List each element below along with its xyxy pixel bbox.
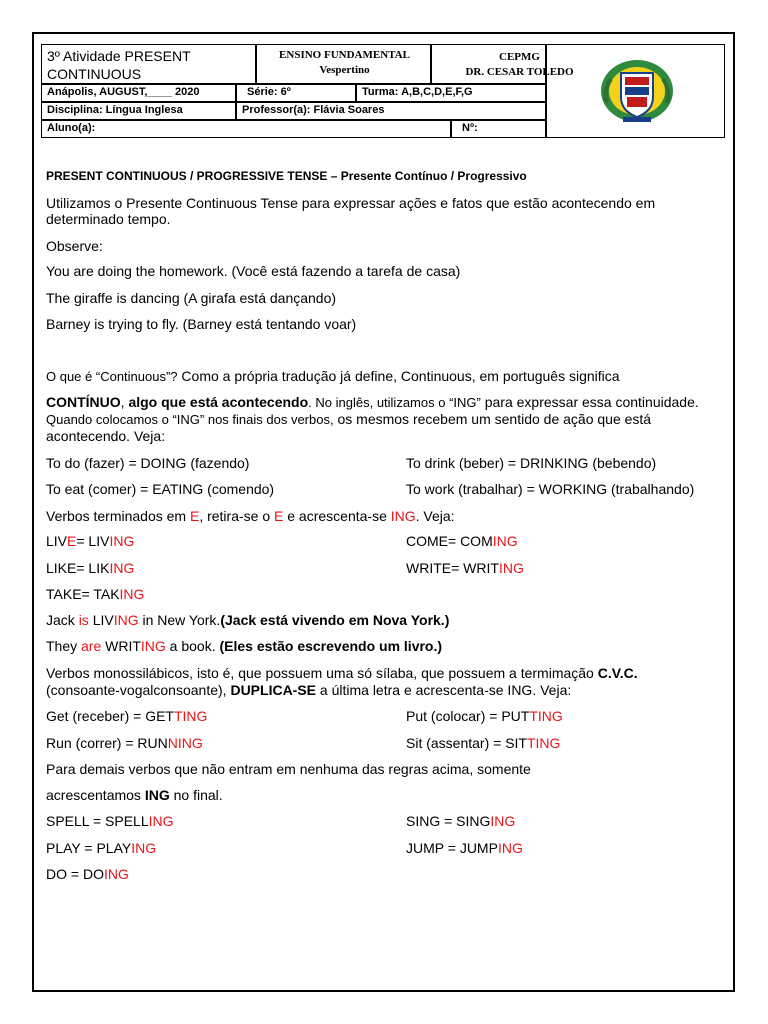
jack-f: (Jack está vivendo em Nova York.) — [220, 612, 450, 628]
put-b: TING — [529, 708, 563, 724]
school-cell — [431, 44, 574, 84]
they-a: They — [46, 638, 82, 654]
sing-a: SING = SING — [406, 813, 491, 829]
take-a: TAKE= TAK — [46, 586, 120, 602]
demais-2c: no final. — [169, 787, 223, 803]
demais-line-2 — [46, 787, 223, 803]
title-line-1: 3º Atividade PRESENT — [47, 48, 191, 64]
play-a: PLAY = PLAY — [46, 840, 132, 856]
activity-title — [47, 47, 191, 83]
continuo-ing-intro: . No inglês, utilizamos o “ING” — [308, 395, 481, 410]
demais-2a: acrescentamos — [46, 787, 145, 803]
school-line-2: DR. CESAR TOLEDO — [465, 66, 574, 78]
example-come — [406, 533, 518, 549]
aluno: Aluno(a): — [47, 122, 96, 134]
write-a: WRITE= WRIT — [406, 560, 499, 576]
they-c: WRIT — [101, 638, 141, 654]
question-label: O que é “Continuous”? — [46, 369, 178, 384]
serie: Série: 6º — [247, 86, 291, 98]
intro-line-1: Utilizamos o Presente Continuous Tense para expressar ações e fatos que estão acontecendo em — [46, 195, 656, 211]
disciplina: Disciplina: Língua Inglesa — [47, 104, 183, 116]
ensino-block — [257, 48, 432, 78]
pair-work: To work (trabalhar) = WORKING (trabalhando) — [406, 481, 695, 497]
jack-b: is — [78, 612, 89, 628]
they-f: (Eles estão escrevendo um livro.) — [219, 638, 443, 654]
mono-cvc: C.V.C. — [597, 665, 638, 681]
what-is-continuous — [46, 368, 620, 385]
rule-e-d: E — [274, 508, 284, 524]
school-seal-icon — [597, 57, 677, 125]
disciplina-cell — [41, 102, 236, 120]
example-3: Barney is trying to fly. (Barney está tentando voar) — [46, 316, 357, 332]
jack-a: Jack — [46, 612, 79, 628]
sing-b: ING — [490, 813, 516, 829]
continuo-comma: , — [120, 394, 129, 410]
pair-do: To do (fazer) = DOING (fazendo) — [46, 455, 250, 471]
do-b: ING — [103, 866, 129, 882]
spell-b: ING — [148, 813, 174, 829]
mono-line-1 — [46, 665, 638, 681]
turma: Turma: A,B,C,D,E,F,G — [362, 86, 473, 98]
live-a: LIV — [46, 533, 68, 549]
example-2: The giraffe is dancing (A girafa está dançando) — [46, 290, 337, 306]
example-write — [406, 560, 524, 576]
like-a: LIKE= LIK — [46, 560, 110, 576]
ensino-line-2: Vespertino — [319, 64, 370, 76]
city-date-cell — [41, 84, 236, 102]
intro-line-2: determinado tempo. — [46, 211, 171, 227]
example-get — [46, 708, 207, 724]
live-c: = LIV — [76, 533, 110, 549]
mono-text-2b: DUPLICA-SE — [230, 682, 317, 698]
logo-cell — [546, 44, 725, 138]
continuo-purpose: para expressar essa continuidade. — [480, 394, 699, 410]
example-sit — [406, 735, 560, 751]
sit-b: TING — [526, 735, 561, 751]
continuo-word: CONTÍNUO — [46, 394, 121, 410]
continuo-line — [46, 394, 699, 411]
observe-label: Observe: — [46, 238, 103, 254]
mono-line-2 — [46, 682, 571, 698]
rule-e-f: ING — [390, 508, 416, 524]
example-take — [46, 586, 144, 602]
example-1: You are doing the homework. (Você está fazendo a tarefa de casa) — [46, 263, 461, 279]
aluno-cell — [41, 120, 451, 138]
example-put — [406, 708, 563, 724]
they-b: are — [81, 638, 102, 654]
get-b: TING — [173, 708, 208, 724]
serie-cell — [236, 84, 356, 102]
numero-cell — [451, 120, 546, 138]
put-a: Put (colocar) = PUT — [406, 708, 530, 724]
live-d: ING — [109, 533, 135, 549]
take-b: ING — [119, 586, 145, 602]
jack-d: ING — [113, 612, 139, 628]
example-jump — [406, 840, 523, 856]
professor: Professor(a): Flávia Soares — [242, 104, 385, 116]
run-b: NING — [167, 735, 203, 751]
example-sing — [406, 813, 515, 829]
question-text: Como a própria tradução já define, Continuous, em português significa — [177, 368, 620, 384]
school-line-1: CEPMG — [499, 51, 540, 63]
jack-c: LIV — [88, 612, 114, 628]
demais-line-1: Para demais verbos que não entram em nenhuma das regras acima, somente — [46, 761, 531, 777]
example-live — [46, 533, 134, 549]
demais-2b: ING — [144, 787, 170, 803]
jump-b: ING — [497, 840, 523, 856]
live-b: E — [67, 533, 77, 549]
do-a: DO = DO — [46, 866, 104, 882]
title-line-2: CONTINUOUS — [47, 66, 142, 82]
numero: Nº: — [462, 122, 478, 134]
run-a: Run (correr) = RUN — [46, 735, 168, 751]
header-table — [41, 44, 574, 138]
pair-drink: To drink (beber) = DRINKING (bebendo) — [406, 455, 657, 471]
quando-part-2: os mesmos recebem um sentido de ação que está — [333, 411, 652, 427]
rule-e-a: Verbos terminados em — [46, 508, 190, 524]
rule-e-e: e acrescenta-se — [283, 508, 391, 524]
example-do — [46, 866, 129, 882]
continuo-meaning: algo que está acontecendo — [128, 394, 309, 410]
rule-e-g: . Veja: — [415, 508, 455, 524]
rule-e-b: E — [189, 508, 200, 524]
ensino-cell — [256, 44, 431, 84]
example-spell — [46, 813, 174, 829]
city-date: Anápolis, AUGUST,____ 2020 — [47, 86, 200, 98]
example-play — [46, 840, 156, 856]
spell-a: SPELL = SPELL — [46, 813, 149, 829]
quando-part-1: Quando colocamos o “ING” nos finais dos verbos, — [46, 412, 334, 427]
title-cell — [41, 44, 256, 84]
example-like — [46, 560, 134, 576]
they-e: a book. — [165, 638, 220, 654]
sentence-they — [46, 638, 442, 654]
pair-eat: To eat (comer) = EATING (comendo) — [46, 481, 275, 497]
section-title: PRESENT CONTINUOUS / PROGRESSIVE TENSE – Presente Contínuo / Progressivo — [46, 169, 527, 183]
jump-a: JUMP = JUMP — [406, 840, 498, 856]
rule-e-c: , retira-se o — [199, 508, 275, 524]
mono-text-1: Verbos monossilábicos, isto é, que possuem uma só sílaba, que possuem a termimação — [46, 665, 598, 681]
like-b: ING — [109, 560, 135, 576]
get-a: Get (receber) = GET — [46, 708, 174, 724]
quando-line — [46, 411, 651, 428]
they-d: ING — [140, 638, 166, 654]
rule-e-line — [46, 508, 455, 524]
acontecendo-line: acontecendo. Veja: — [46, 428, 166, 444]
mono-text-2a: (consoante-vogalconsoante), — [46, 682, 231, 698]
sentence-jack — [46, 612, 449, 628]
mono-text-2c: a última letra e acrescenta-se ING. Veja: — [316, 682, 572, 698]
write-b: ING — [498, 560, 524, 576]
come-b: ING — [492, 533, 518, 549]
ensino-line-1: ENSINO FUNDAMENTAL — [279, 49, 410, 61]
sit-a: Sit (assentar) = SIT — [406, 735, 527, 751]
play-b: ING — [131, 840, 157, 856]
jack-e: in New York. — [138, 612, 221, 628]
turma-cell — [356, 84, 546, 102]
come-a: COME= COM — [406, 533, 493, 549]
professor-cell — [236, 102, 546, 120]
example-run — [46, 735, 203, 751]
